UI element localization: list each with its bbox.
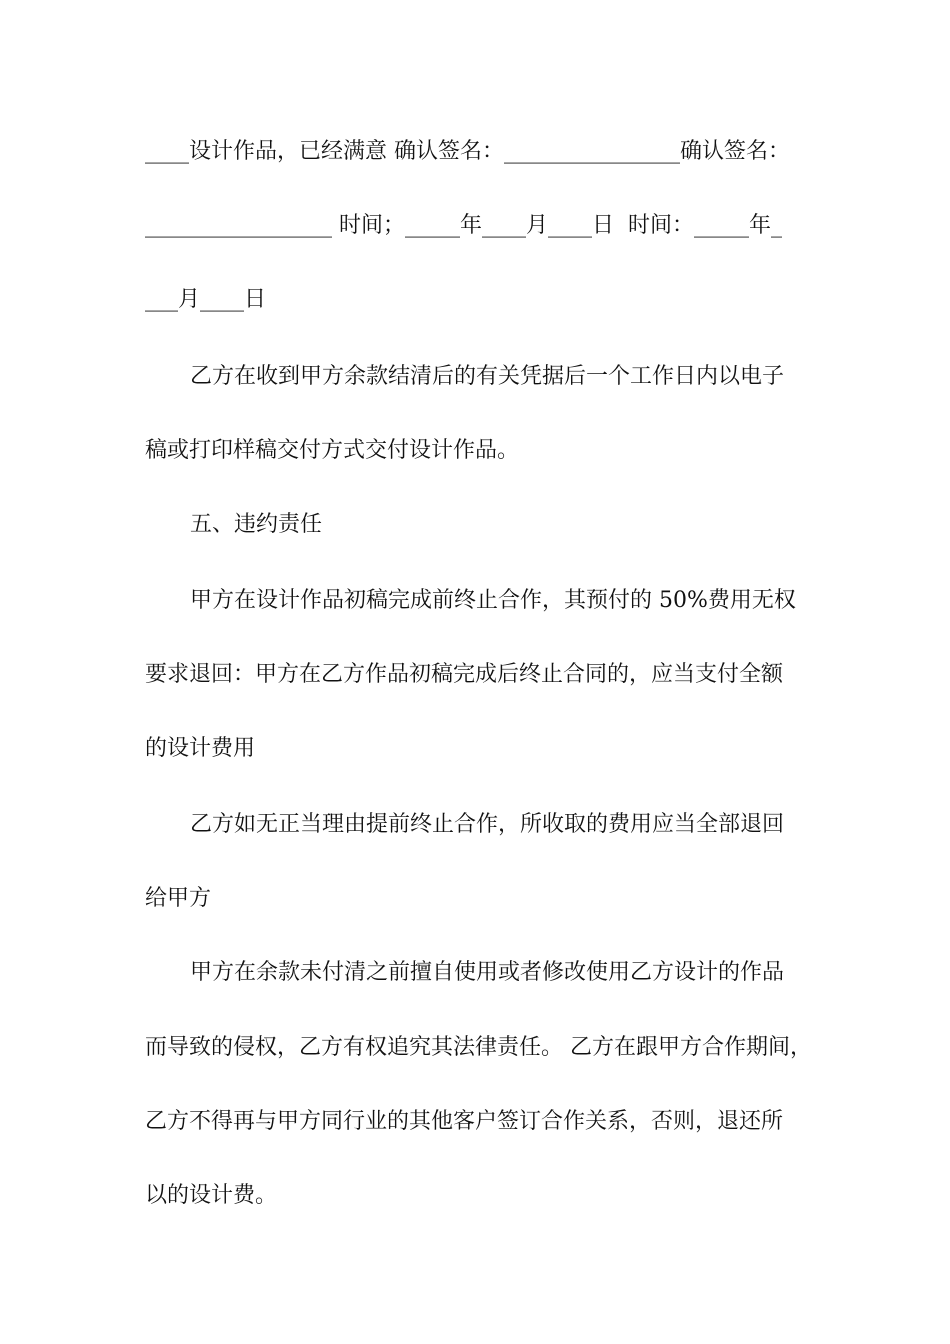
breach-paragraph-1-line-2: 要求退回：甲方在乙方作品初稿完成后终止合同的，应当支付全额	[145, 662, 784, 687]
breach-paragraph-3-line-2: 而导致的侵权，乙方有权追究其法律责任。 乙方在跟甲方合作期间，	[145, 1035, 812, 1060]
delivery-paragraph-line-1: 乙方在收到甲方余款结清后的有关凭据后一个工作日内以电子	[190, 364, 785, 389]
breach-paragraph-3-line-1: 甲方在余款未付清之前擅自使用或者修改使用乙方设计的作品	[190, 960, 785, 985]
confirmation-date-line: _________________ 时间；_____年____月____日 时间：_____年_	[145, 213, 782, 238]
confirmation-signature-line: ____设计作品，已经满意 确认签名：________________确认签名：	[145, 139, 790, 164]
breach-paragraph-1-line-3: 的设计费用	[145, 736, 256, 761]
breach-paragraph-1-line-1: 甲方在设计作品初稿完成前终止合作，其预付的 50%费用无权	[190, 588, 796, 613]
breach-paragraph-3-line-4: 以的设计费。	[145, 1183, 278, 1208]
breach-paragraph-2-line-2: 给甲方	[145, 886, 212, 911]
breach-paragraph-2-line-1: 乙方如无正当理由提前终止合作，所收取的费用应当全部退回	[190, 812, 785, 837]
delivery-paragraph-line-2: 稿或打印样稿交付方式交付设计作品。	[145, 438, 520, 463]
confirmation-date-continuation: ___月____日	[145, 287, 267, 312]
section-heading-breach: 五、违约责任	[190, 512, 323, 537]
breach-paragraph-3-line-3: 乙方不得再与甲方同行业的其他客户签订合作关系，否则，退还所	[145, 1109, 784, 1134]
